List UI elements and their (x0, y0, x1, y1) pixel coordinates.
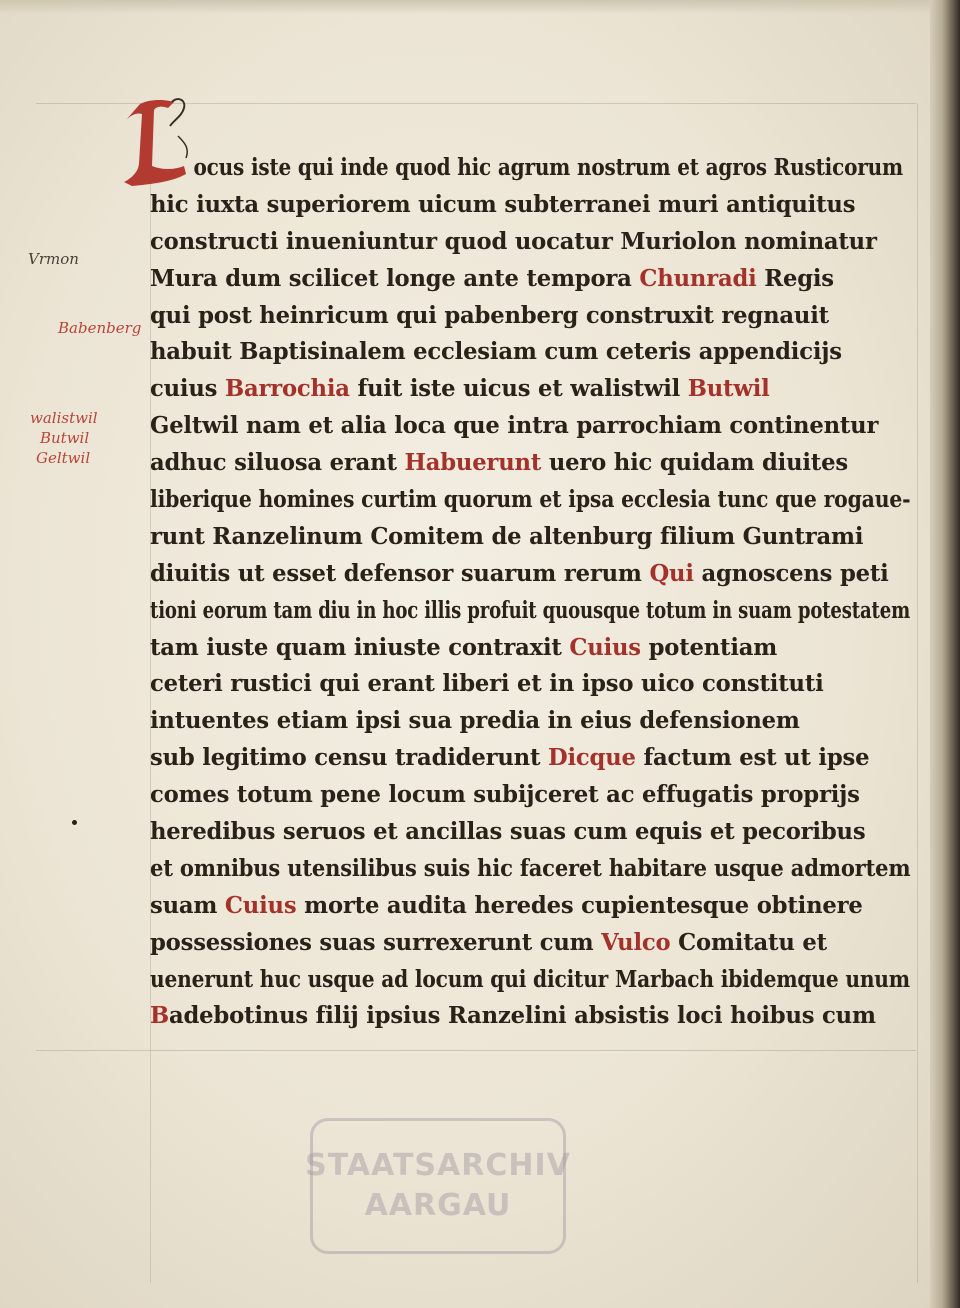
text-segment: constructi inueniuntur quod uocatur Muriolon nominatur (150, 227, 877, 255)
text-segment: Geltwil nam et alia loca que intra parrochiam continentur (150, 412, 879, 440)
text-segment: adhuc siluosa erant (150, 449, 405, 477)
rubric-word: Cuius (224, 891, 297, 919)
stamp-line-1: STAATSARCHIV (305, 1148, 571, 1183)
text-segment: tam iuste quam iniuste contraxit (150, 633, 570, 661)
text-segment: tioni eorum tam diu in hoc illis profuit quousque totum in suam potestatem (150, 596, 911, 624)
text-segment: Comitatu et (670, 928, 827, 956)
rubric-word: Cuius (569, 633, 641, 661)
text-segment: sub legitimo censu tradiderunt (150, 744, 548, 772)
text-segment: adebotinus filij ipsius Ranzelini absistis loci hoibus cum (168, 1002, 876, 1030)
text-line (150, 334, 910, 371)
rubric-word: Butwil (687, 375, 770, 403)
text-segment: uero hic quidam diuites (541, 449, 848, 477)
text-segment: comes totum pene locum subijceret ac effugatis proprijs (150, 781, 860, 809)
binding-edge (930, 0, 960, 1308)
text-segment: uenerunt huc usque ad locum qui dicitur Marbach ibidemque unum (150, 965, 910, 993)
text-line (150, 851, 911, 888)
text-line (150, 593, 911, 630)
text-segment: runt Ranzelinum Comitem de altenburg filium Guntrami (150, 522, 864, 550)
text-segment: intuentes etiam ipsi sua predia in eius defensionem (150, 707, 800, 735)
rubric-word: Chunradi (639, 264, 757, 292)
text-line (150, 962, 910, 999)
manuscript-text-block (150, 150, 920, 1035)
text-line (150, 519, 910, 556)
text-line (150, 261, 910, 298)
text-segment: diuitis ut esset defensor suarum rerum (150, 559, 650, 587)
text-line (150, 408, 910, 445)
text-line (150, 666, 910, 703)
text-segment: qui post heinricum qui pabenberg construxit regnauit (150, 301, 829, 329)
text-line (150, 740, 910, 777)
text-segment: habuit Baptisinalem ecclesiam cum ceteris appendicijs (150, 338, 842, 366)
text-segment: Regis (756, 264, 834, 292)
stamp-line-2: AARGAU (364, 1188, 512, 1223)
text-segment: et omnibus utensilibus suis hic faceret habitare usque admortem (150, 854, 911, 882)
text-line (150, 888, 910, 925)
text-line (150, 814, 910, 851)
ruling-line-bottom (36, 1050, 916, 1051)
page-top-shadow (0, 0, 960, 14)
text-segment: factum est ut ipse (635, 744, 870, 772)
text-line (150, 445, 910, 482)
rubric-word: Dicque (547, 744, 636, 772)
rubric-word: Vulco (601, 928, 671, 956)
text-line (150, 556, 910, 593)
archive-stamp (305, 1118, 571, 1254)
rubric-word: Barrochia (224, 375, 350, 403)
text-segment: morte audita heredes cupientesque obtinere (296, 891, 863, 919)
text-segment: heredibus seruos et ancillas suas cum equis et pecoribus (150, 818, 866, 846)
text-segment: Mura dum scilicet longe ante tempora (150, 264, 640, 292)
text-segment: suam (150, 891, 225, 919)
text-line (150, 482, 911, 519)
text-segment: fuit iste uicus et walistwil (349, 375, 688, 403)
text-line (150, 777, 910, 814)
text-line (150, 925, 910, 962)
margin-note-babenberg: Babenberg (58, 319, 142, 337)
text-segment: possessiones suas surrexerunt cum (150, 928, 602, 956)
text-line (150, 630, 910, 667)
text-line (150, 224, 910, 261)
text-line (150, 703, 910, 740)
margin-note-ink: Vrmon (28, 250, 79, 268)
rubric-word: Habuerunt (404, 449, 542, 477)
text-segment: agnoscens peti (693, 559, 889, 587)
margin-dot (72, 820, 77, 825)
text-segment: cuius (150, 375, 225, 403)
text-segment: liberique homines curtim quorum et ipsa ecclesia tunc que rogaue- (150, 486, 911, 514)
text-segment: hic iuxta superiorem uicum subterranei muri antiquitus (150, 190, 856, 218)
text-segment: potentiam (640, 633, 778, 661)
text-line (150, 998, 910, 1035)
text-segment: ceteri rustici qui erant liberi et in ipso uico constituti (150, 670, 824, 698)
rubric-word: Qui (649, 559, 694, 587)
text-segment: ocus iste qui inde quod hic agrum nostrum et agros Rusticorum (193, 154, 904, 181)
margin-note-place-1: walistwil (30, 409, 98, 427)
text-line (150, 187, 910, 224)
margin-note-place-2: Butwil (40, 429, 90, 447)
text-line (150, 150, 904, 187)
margin-note-place-3: Geltwil (36, 449, 91, 467)
text-line (150, 371, 910, 408)
text-line (150, 298, 910, 335)
rubric-word: B (150, 1002, 169, 1030)
